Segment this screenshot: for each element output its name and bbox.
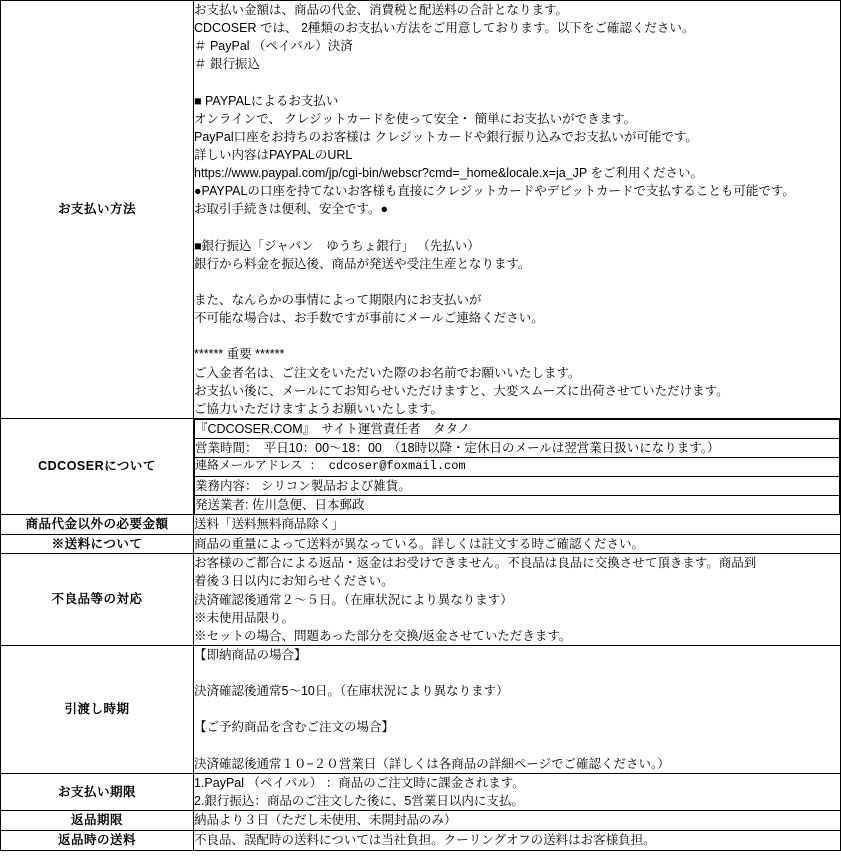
text-line: ●PAYPALの口座を持てないお客様も直接にクレジットカードやデビットカードで支払することも可能です。 (194, 184, 795, 199)
text-line: 決済確認後通常１０−２０営業日（詳しくは各商品の詳細ページでご確認ください。） (194, 756, 670, 771)
sub-row (195, 495, 840, 514)
text-line: 決済確認後通常5〜10日。（在庫状況により異なります） (194, 684, 509, 699)
row-content-about-cdcoser (194, 418, 841, 514)
row-content-payment-method (194, 1, 841, 419)
spacer (194, 74, 840, 92)
text-line: ＃ PayPal （ペイパル）決済 (194, 39, 353, 54)
text-line: ※セットの場合、問題あった部分を交換/返金させていただきます。 (194, 628, 572, 643)
text-line: 不良品、誤配時の送料については当社負担。クーリングオフの送料はお客様負担。 (194, 833, 656, 848)
text-line: 【即納商品の場合】 (194, 647, 307, 662)
row-label-payment-method: お支払い方法 (1, 1, 194, 419)
table-row (1, 773, 841, 810)
text-line: 『CDCOSER.COM』 サイト運営責任者 タタノ (195, 419, 840, 438)
row-content-extra-fees (194, 514, 841, 534)
row-content-payment-deadline (194, 773, 841, 810)
sub-row (195, 458, 840, 476)
table-row (1, 534, 841, 554)
spacer (194, 664, 840, 682)
text-line: PayPal口座をお持ちのお客様は クレジットカードや銀行振り込みでお支払いが可能です。 (194, 129, 698, 144)
table-row (1, 554, 841, 646)
table-body (1, 1, 841, 851)
text-line: 【ご予約商品を含むご注文の場合】 (194, 720, 395, 735)
about-sub-body (195, 419, 840, 513)
text-line: 着後３日以内にお知らせください。 (194, 574, 394, 589)
text-line: お取引手続きは便利、安全です。● (194, 202, 389, 217)
table-row (1, 830, 841, 850)
row-label-about-cdcoser: CDCOSERについて (1, 418, 194, 514)
text-line: ※未使用品限り。 (194, 610, 295, 625)
text-line: ■銀行振込「ジャパン ゆうちょ銀行」 （先払い） (194, 238, 480, 253)
spacer (194, 737, 840, 755)
row-label-payment-deadline: お支払い期限 (1, 773, 194, 810)
row-label-shipping-note: ※送料について (1, 534, 194, 554)
about-sub-table (194, 419, 840, 514)
text-line: 発送業者: 佐川急便、日本郵政 (195, 495, 840, 514)
row-content-defective-goods (194, 554, 841, 646)
row-content-delivery-timing (194, 645, 841, 773)
row-label-return-shipping: 返品時の送料 (1, 830, 194, 850)
row-label-return-deadline: 返品期限 (1, 811, 194, 831)
row-label-defective-goods: 不良品等の対応 (1, 554, 194, 646)
text-line: 不可能な場合は、お手数ですが事前にメールご連絡ください。 (194, 311, 544, 326)
spacer (194, 219, 840, 237)
text-line: 送料「送料無料商品除く」 (194, 517, 345, 532)
sub-row (195, 439, 840, 458)
spacer (194, 700, 840, 718)
table-row (1, 811, 841, 831)
text-line: 商品の重量によって送料が異なっている。詳しくは註文する時ご確認ください。 (194, 536, 645, 551)
text-line: 2.銀行振込：商品のご注文した後に、5営業日以内に支払。 (194, 793, 524, 808)
text-line: お支払い後に、メールにてお知らせいただけますと、大変スムーズに出荷させていただけます。 (194, 383, 729, 398)
text-line: お客様のご都合による返品・返金はお受けできません。不良品は良品に交換させて頂きます。商品到 (194, 556, 757, 571)
text-line: CDCOSER では、 2種類のお支払い方法をご用意しております。以下をご確認ください。 (194, 21, 695, 36)
contact-email-line: 連絡メールアドレス ： cdcoser@foxmail.com (195, 458, 840, 476)
text-line: 決済確認後通常２〜５日。（在庫状況により異なります） (194, 592, 513, 607)
row-label-extra-fees: 商品代金以外の必要金額 (1, 514, 194, 534)
table-row (1, 418, 841, 514)
sub-row (195, 476, 840, 495)
table-row (1, 1, 841, 419)
text-line: 詳しい内容はPAYPALのURL (194, 148, 353, 162)
table-row (1, 514, 841, 534)
row-content-return-deadline (194, 811, 841, 831)
text-line: 営業時間： 平日10：00〜18：00 （18時以降・定休日のメールは翌営業日扱いになります。） (195, 439, 840, 458)
text-line: ご協力いただけますようお願いいたします。 (194, 401, 444, 416)
text-line: ＃ 銀行振込 (194, 57, 260, 72)
text-line: また、なんらかの事情によって期限内にお支払いが (194, 293, 482, 307)
text-line: オンラインで、 クレジットカードを使って安全・ 簡単にお支払いができます。 (194, 111, 637, 126)
text-line: ご入金者名は、ご注文をいただいた際のお名前でお願いいたします。 (194, 365, 581, 380)
table-row (1, 645, 841, 773)
text-line: 銀行から料金を振込後、商品が発送や受注生産となります。 (194, 256, 531, 271)
text-line: ****** 重要 ****** (194, 347, 285, 362)
row-content-shipping-note (194, 534, 841, 554)
spacer (194, 327, 840, 345)
sub-row (195, 419, 840, 438)
text-line: 納品より３日（ただし未使用、未開封品のみ） (194, 813, 457, 828)
row-label-delivery-timing: 引渡し時期 (1, 645, 194, 773)
row-content-return-shipping (194, 830, 841, 850)
text-line: ■ PAYPALによるお支払い (194, 93, 339, 108)
text-line: 業務内容： シリコン製品および雑貨。 (195, 476, 840, 495)
text-line: 1.PayPal （ペイパル） ：商品のご注文時に課金されます。 (194, 775, 525, 790)
paypal-url-line: https://www.paypal.com/jp/cgi-bin/webscr?cmd=_home&locale.x=ja_JP をご利用ください。 (194, 166, 703, 181)
spacer (194, 273, 840, 291)
text-line: お支払い金額は、商品の代金、消費税と配送料の合計となります。 (194, 3, 569, 17)
